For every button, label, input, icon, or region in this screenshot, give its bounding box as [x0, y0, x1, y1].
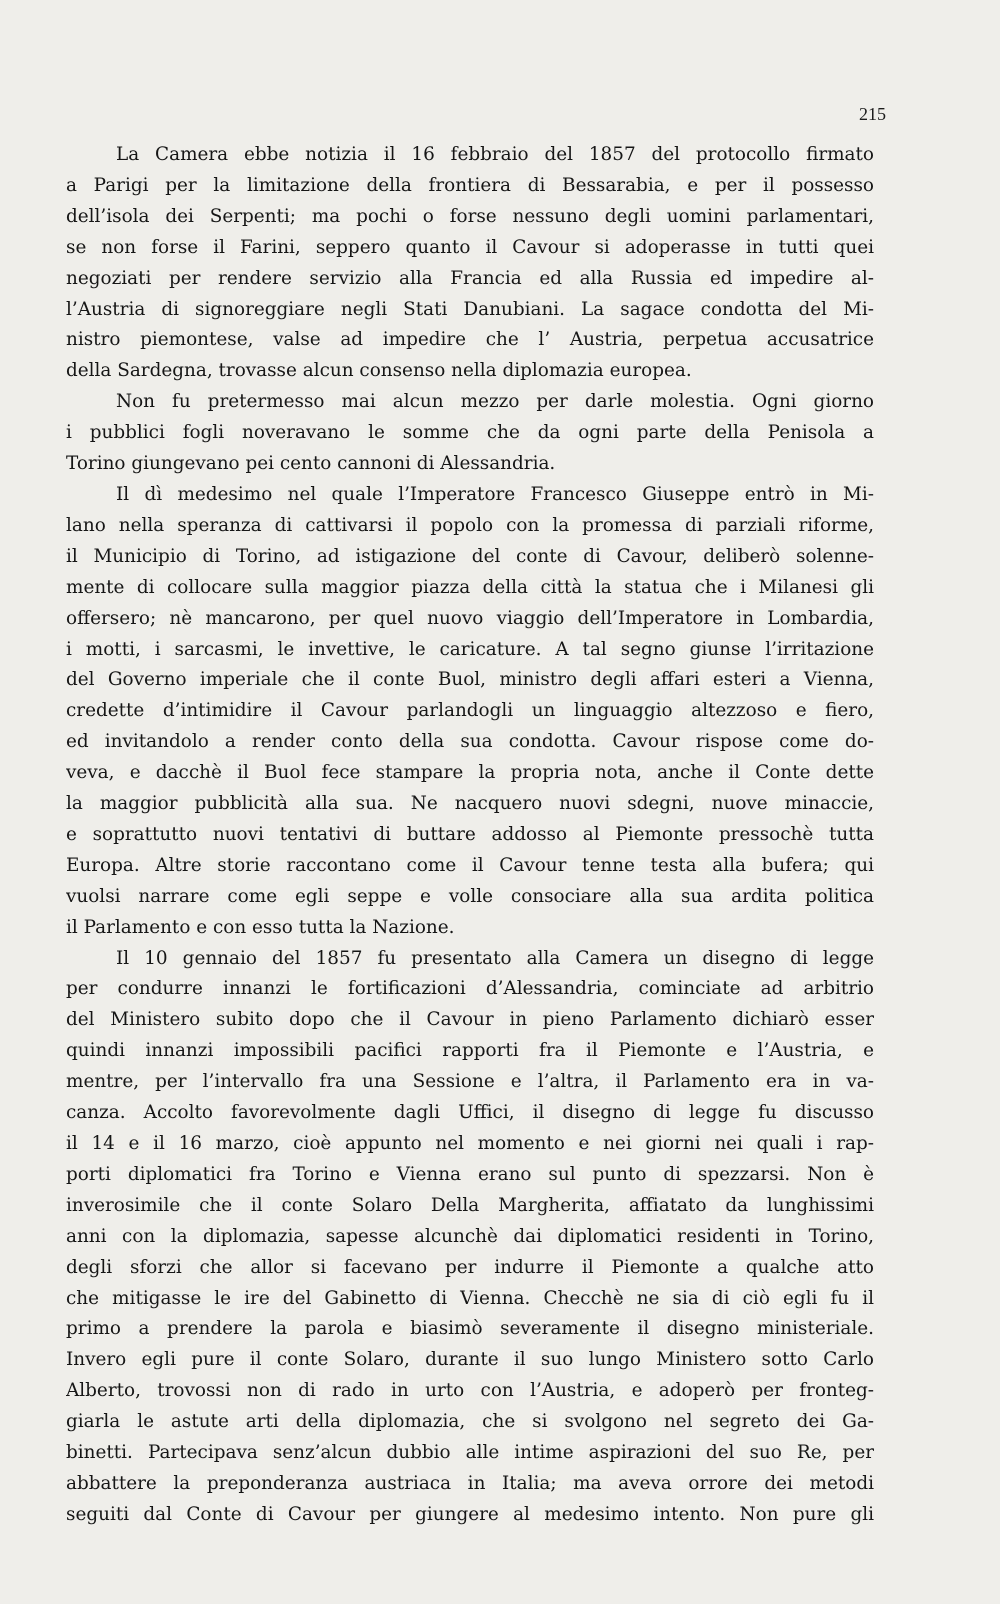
text-line: la maggior pubblicità alla sua. Ne nacquero nuovi sdegni, nuove minaccie,	[66, 793, 874, 815]
text-line: Non fu pretermesso mai alcun mezzo per darle molestia. Ogni giorno	[116, 391, 874, 413]
text-line: l’Austria di signoreggiare negli Stati Danubiani. La sagace condotta del Mi-	[66, 298, 874, 320]
text-line: lano nella speranza di cattivarsi il popolo con la promessa di parziali riforme,	[66, 514, 874, 536]
text-line: inverosimile che il conte Solaro Della Margherita, affiatato da lunghissimi	[66, 1194, 874, 1216]
text-line: degli sforzi che allor si facevano per indurre il Piemonte a qualche atto	[66, 1256, 874, 1278]
text-line: offersero; nè mancarono, per quel nuovo viaggio dell’Imperatore in Lombardia,	[66, 607, 874, 629]
text-line: La Camera ebbe notizia il 16 febbraio del 1857 del protocollo firmato	[116, 144, 874, 165]
text-line: primo a prendere la parola e biasimò severamente il disegno ministeriale.	[66, 1318, 874, 1340]
text-line: Invero egli pure il conte Solaro, durante il suo lungo Ministero sotto Carlo	[66, 1349, 874, 1371]
text-line: binetti. Partecipava senz’alcun dubbio alle intime aspirazioni del suo Re, per	[66, 1442, 874, 1464]
text-line: il 14 e il 16 marzo, cioè appunto nel momento e nei giorni nei quali i rap-	[66, 1133, 874, 1154]
text-line: dell’isola dei Serpenti; ma pochi o forse nessuno degli uomini parlamentari,	[66, 205, 874, 227]
text-line: Alberto, trovossi non di rado in urto con l’Austria, e adoperò per fronteg-	[66, 1380, 874, 1402]
text-line: che mitigasse le ire del Gabinetto di Vienna. Checchè ne sia di ciò egli fu il	[66, 1287, 874, 1309]
body-text	[66, 140, 874, 1531]
text-line: mentre, per l’intervallo fra una Sessione e l’altra, il Parlamento era in va-	[66, 1071, 874, 1093]
text-line: il Parlamento e con esso tutta la Nazione.	[66, 916, 455, 938]
text-line: a Parigi per la limitazione della frontiera di Bessarabia, e per il possesso	[66, 174, 874, 196]
text-line: Il 10 gennaio del 1857 fu presentato alla Camera un disegno di legge	[116, 947, 874, 969]
text-line: del Governo imperiale che il conte Buol, ministro degli affari esteri a Vienna,	[66, 669, 874, 691]
text-line: giarla le astute arti della diplomazia, che si svolgono nel segreto dei Ga-	[66, 1411, 874, 1433]
text-line: porti diplomatici fra Torino e Vienna erano sul punto di spezzarsi. Non è	[66, 1163, 874, 1185]
text-line: e soprattutto nuovi tentativi di buttare addosso al Piemonte pressochè tutta	[66, 823, 874, 845]
text-line: seguiti dal Conte di Cavour per giungere al medesimo intento. Non pure gli	[66, 1503, 874, 1525]
text-line: credette d’intimidire il Cavour parlandogli un linguaggio altezzoso e fiero,	[66, 700, 874, 722]
text-line: negoziati per rendere servizio alla Francia ed alla Russia ed impedire al-	[66, 267, 874, 289]
text-line: Il dì medesimo nel quale l’Imperatore Francesco Giuseppe entrò in Mi-	[116, 483, 874, 505]
text-line: i motti, i sarcasmi, le invettive, le caricature. A tal segno giunse l’irritazione	[66, 638, 874, 660]
text-line: per condurre innanzi le fortificazioni d’Alessandria, cominciate ad arbitrio	[66, 978, 874, 1000]
text-line: il Municipio di Torino, ad istigazione del conte di Cavour, deliberò solenne-	[66, 545, 874, 567]
page-number: 215	[859, 104, 886, 124]
text-line: se non forse il Farini, seppero quanto il Cavour si adoperasse in tutti quei	[66, 236, 874, 258]
text-line: mente di collocare sulla maggior piazza della città la statua che i Milanesi gli	[66, 576, 874, 598]
text-line: vuolsi narrare come egli seppe e volle consociare alla sua ardita politica	[66, 885, 874, 907]
text-line: veva, e dacchè il Buol fece stampare la propria nota, anche il Conte dette	[66, 762, 874, 784]
text-line: Europa. Altre storie raccontano come il Cavour tenne testa alla bufera; qui	[66, 854, 874, 876]
text-line: i pubblici fogli noveravano le somme che da ogni parte della Penisola a	[66, 422, 874, 444]
text-line: anni con la diplomazia, sapesse alcunchè dai diplomatici residenti in Torino,	[66, 1225, 874, 1247]
text-line: canza. Accolto favorevolmente dagli Uffici, il disegno di legge fu discusso	[66, 1102, 874, 1124]
text-line: nistro piemontese, valse ad impedire che l’ Austria, perpetua accusatrice	[66, 329, 874, 351]
text-line: ed invitandolo a render conto della sua condotta. Cavour rispose come do-	[66, 731, 874, 753]
text-line: quindi innanzi impossibili pacifici rapporti fra il Piemonte e l’Austria, e	[66, 1040, 874, 1062]
text-line: della Sardegna, trovasse alcun consenso nella diplomazia europea.	[66, 360, 692, 382]
text-line: Torino giungevano pei cento cannoni di Alessandria.	[66, 453, 556, 475]
text-line: abbattere la preponderanza austriaca in Italia; ma aveva orrore dei metodi	[66, 1472, 874, 1494]
text-line: del Ministero subito dopo che il Cavour in pieno Parlamento dichiarò esser	[66, 1009, 874, 1031]
